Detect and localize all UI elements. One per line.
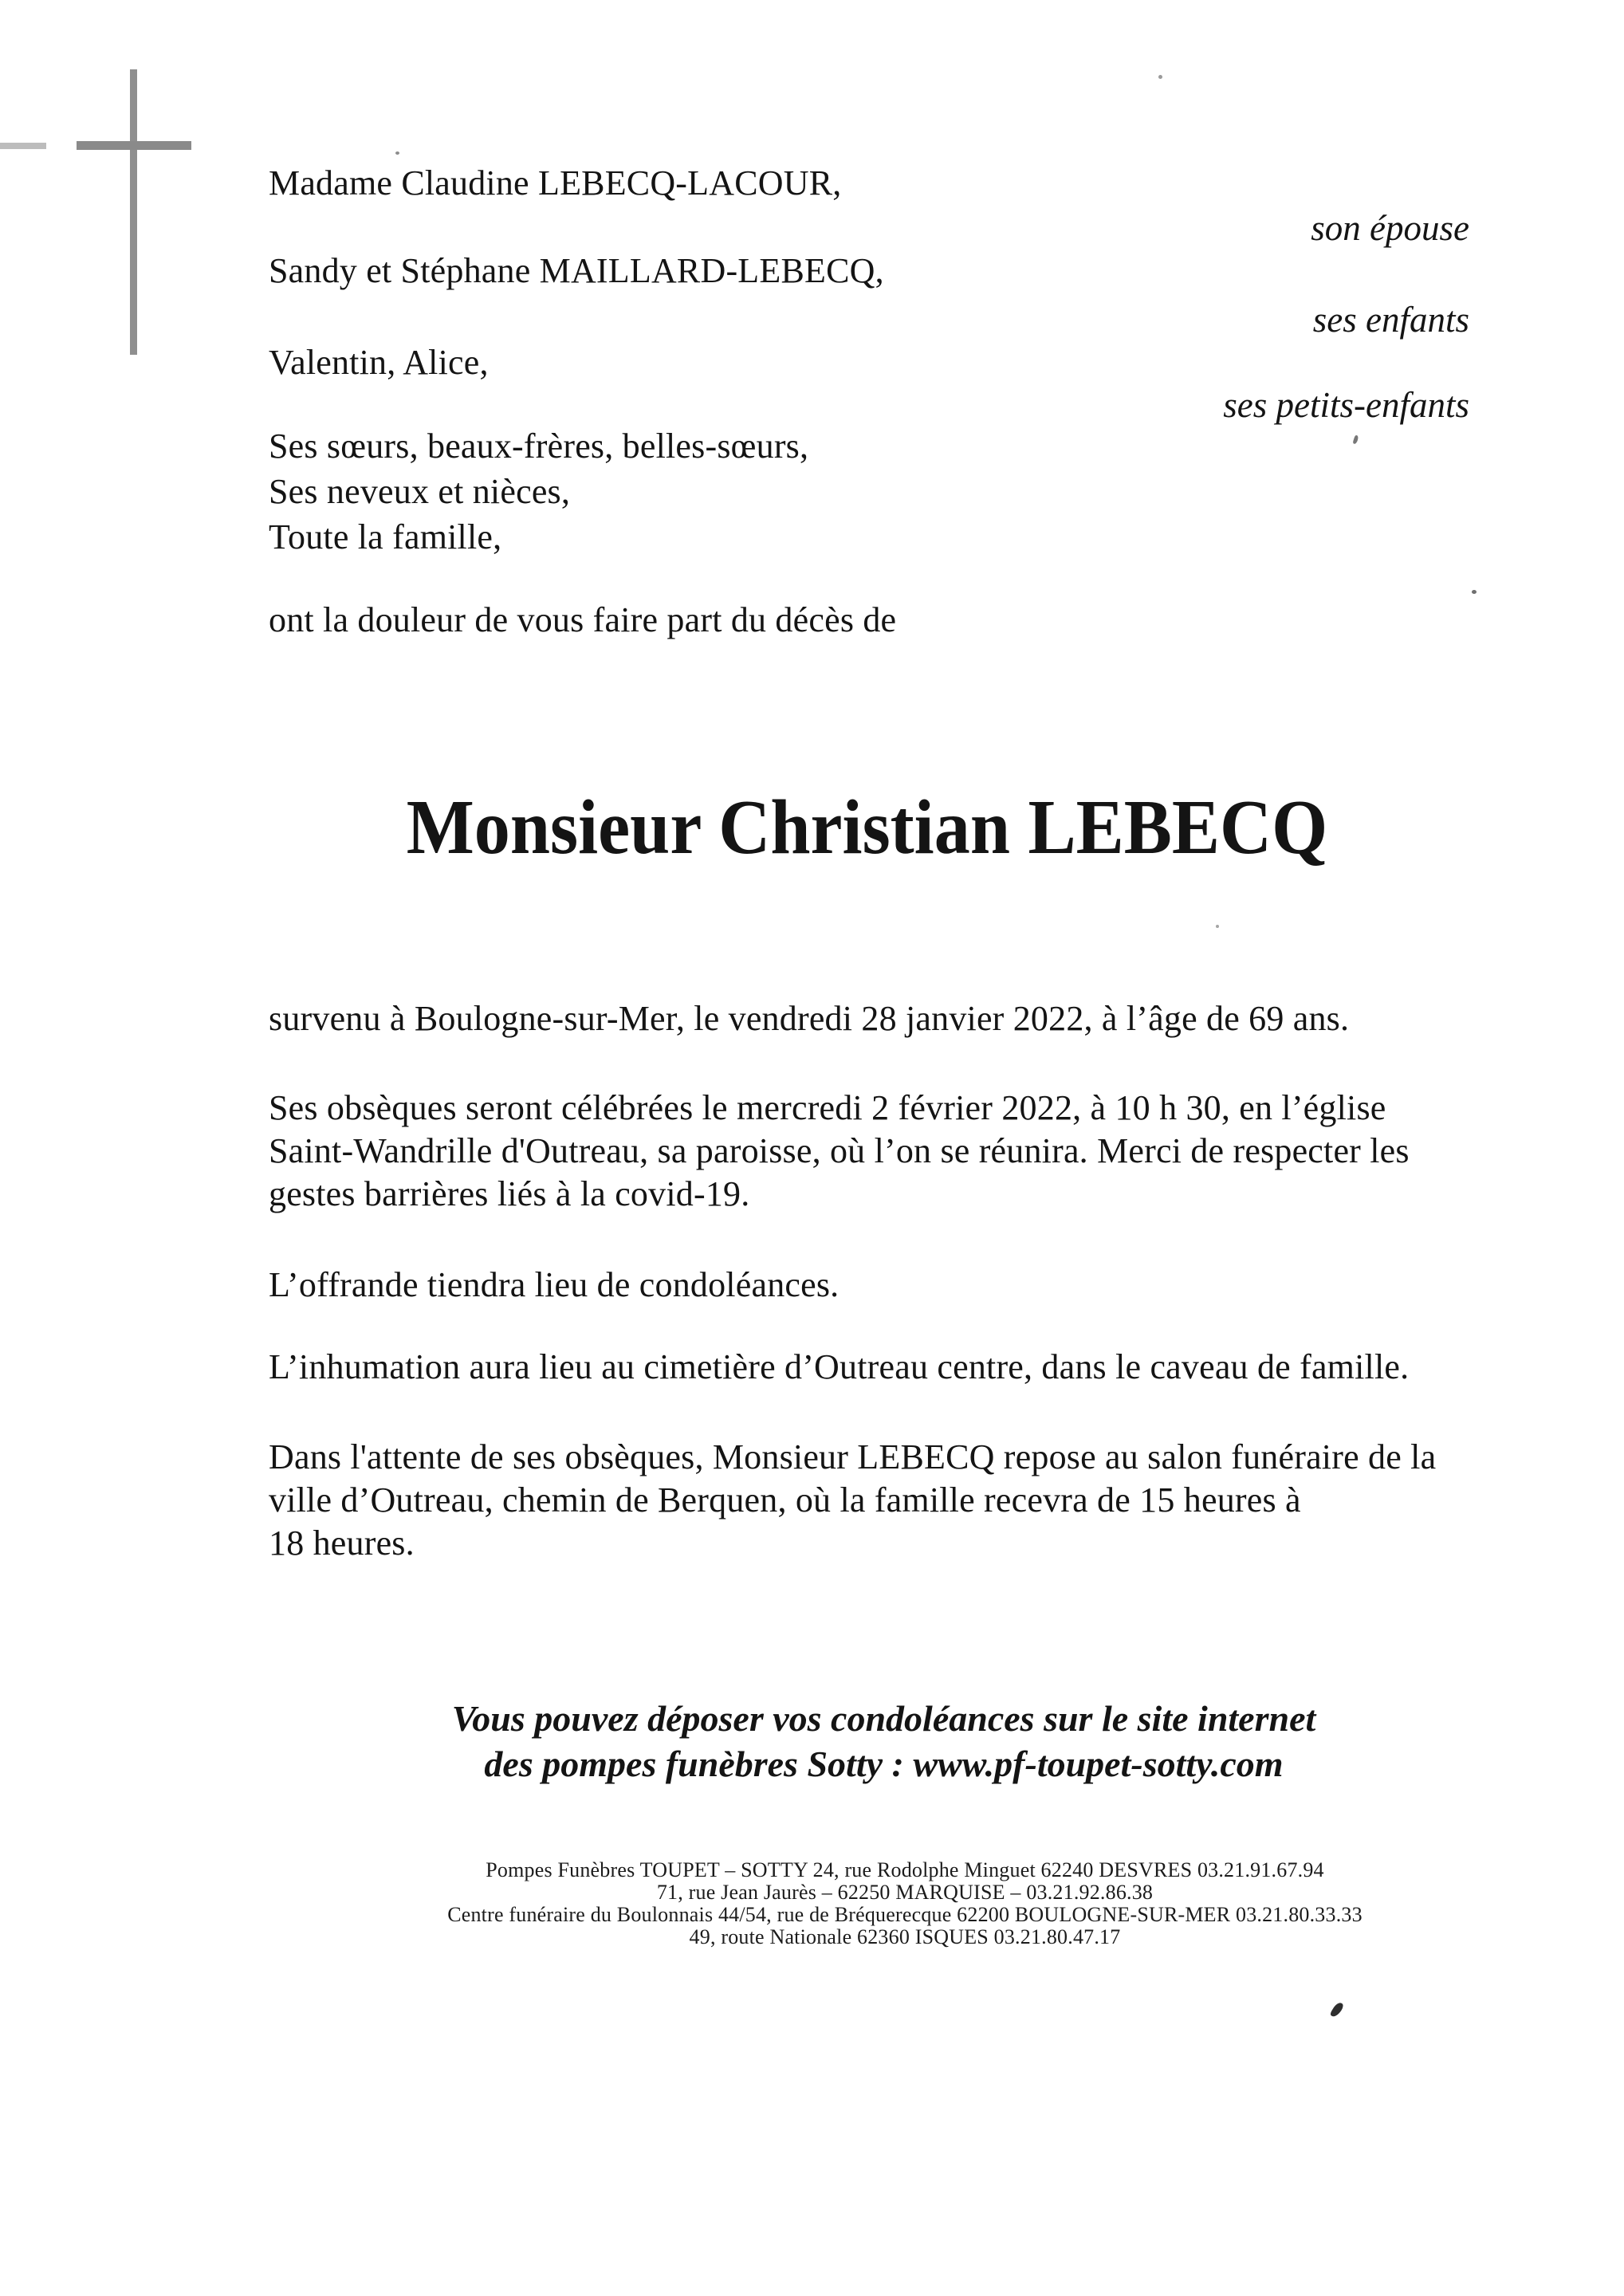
footer-address-line: Pompes Funèbres TOUPET – SOTTY 24, rue Rodolphe Minguet 62240 DESVRES 03.21.91.67.94 — [486, 1858, 1324, 1881]
cross-horizontal-bar — [77, 141, 191, 150]
cross-vertical-bar — [130, 69, 137, 355]
relation-label-children: ses enfants — [1312, 300, 1469, 340]
funeral-home-footer — [269, 1859, 1541, 1948]
footer-address-line: Centre funéraire du Boulonnais 44/54, rue de Bréquerecque 62200 BOULOGNE-SUR-MER 03.21.80.33.33 — [447, 1903, 1363, 1926]
relative-name-grandchildren: Valentin, Alice, — [269, 343, 489, 382]
paragraph-repose-line: 18 heures. — [269, 1523, 415, 1563]
footer-address-line: 71, rue Jean Jaurès – 62250 MARQUISE – 03.21.92.86.38 — [656, 1881, 1154, 1904]
photocopy-speck — [1352, 434, 1359, 444]
announcement-intro: ont la douleur de vous faire part du décès de — [269, 600, 897, 639]
relative-name-spouse: Madame Claudine LEBECQ-LACOUR, — [269, 163, 842, 202]
relation-label-spouse: son épouse — [1311, 208, 1469, 248]
deceased-name-title: Monsieur Christian LEBECQ — [406, 784, 1328, 871]
family-line-nephews: Ses neveux et nièces, — [269, 472, 571, 511]
relation-label-grandchildren: ses petits-enfants — [1223, 385, 1469, 425]
family-line-siblings: Ses sœurs, beaux-frères, belles-sœurs, — [269, 427, 809, 466]
footer-address-line: 49, route Nationale 62360 ISQUES 03.21.80.47.17 — [689, 1925, 1121, 1948]
paragraph-funeral-line: Ses obsèques seront célébrées le mercredi 2 février 2022, à 10 h 30, en l’église — [269, 1088, 1386, 1127]
photocopy-speck — [395, 151, 399, 155]
condolences-website-notice — [269, 1696, 1499, 1787]
condolences-notice-line: Vous pouvez déposer vos condoléances sur le site internet — [451, 1698, 1316, 1739]
paragraph-repose-line: Dans l'attente de ses obsèques, Monsieur LEBECQ repose au salon funéraire de la — [269, 1437, 1437, 1476]
paragraph-funeral — [269, 1087, 1544, 1216]
paragraph-repose-line: ville d’Outreau, chemin de Berquen, où la famille recevra de 15 heures à — [269, 1480, 1301, 1520]
condolences-notice-line: des pompes funèbres Sotty : www.pf-toupet-sotty.com — [484, 1744, 1284, 1784]
photocopy-tick-mark — [1329, 2001, 1344, 2019]
paragraph-funeral-line: gestes barrières liés à la covid-19. — [269, 1174, 750, 1213]
photocopy-speck — [1158, 75, 1162, 79]
paragraph-offering: L’offrande tiendra lieu de condoléances. — [269, 1265, 840, 1304]
paragraph-burial: L’inhumation aura lieu au cimetière d’Outreau centre, dans le caveau de famille. — [269, 1347, 1410, 1386]
cross-horizontal-bar-faint — [0, 143, 46, 149]
photocopy-speck — [1472, 590, 1477, 594]
family-line-whole-family: Toute la famille, — [269, 517, 502, 556]
paragraph-repose — [269, 1436, 1544, 1565]
paragraph-funeral-line: Saint-Wandrille d'Outreau, sa paroisse, où l’on se réunira. Merci de respecter les — [269, 1131, 1410, 1170]
photocopy-speck — [1216, 925, 1219, 928]
relative-name-children: Sandy et Stéphane MAILLARD-LEBECQ, — [269, 251, 884, 290]
paragraph-death: survenu à Boulogne-sur-Mer, le vendredi 28 janvier 2022, à l’âge de 69 ans. — [269, 999, 1350, 1038]
